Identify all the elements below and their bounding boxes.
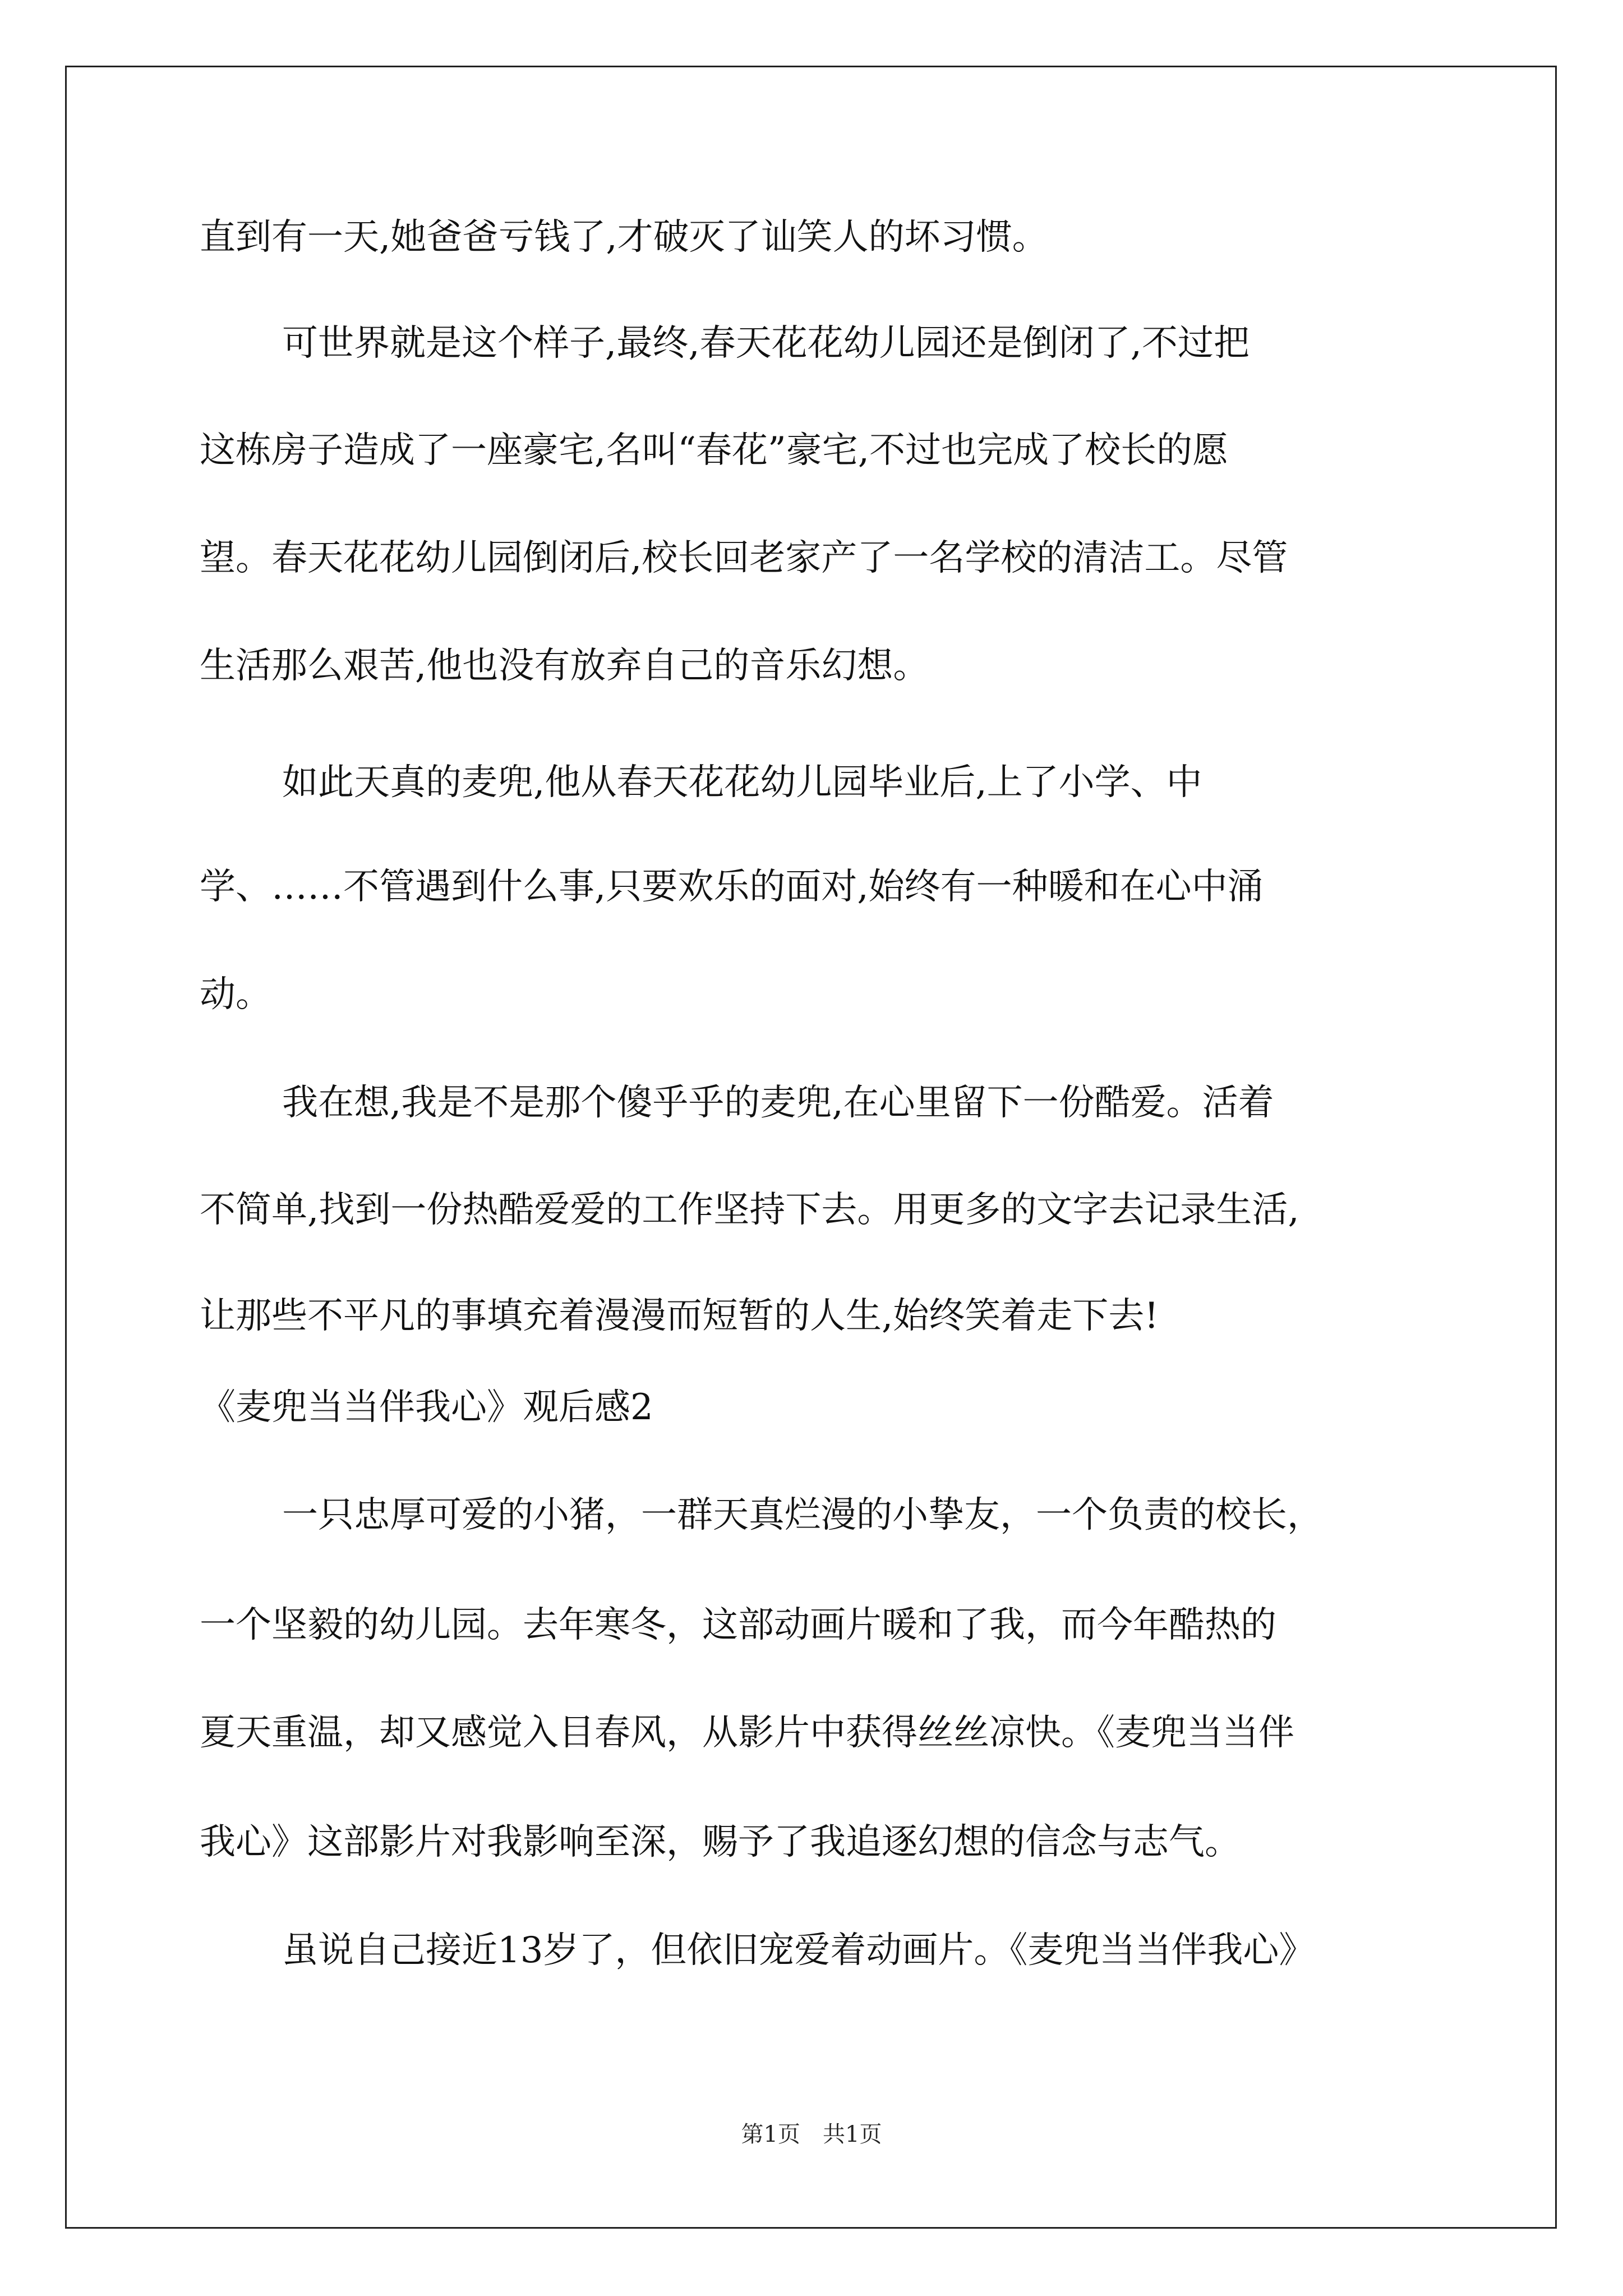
text-line: 不简单,找到一份热酷爱爱的工作坚持下去。用更多的文字去记录生活, <box>200 1189 1299 1231</box>
page-number-footer: 第1页 共1页 <box>741 2122 882 2147</box>
text-line: 一个坚毅的幼儿园。去年寒冬，这部动画片暖和了我，而今年酷热的 <box>200 1604 1276 1646</box>
paragraph-first-line: 一只忠厚可爱的小猪，一群天真烂漫的小挚友，一个负责的校长， <box>282 1494 1323 1536</box>
paragraph-first-line: 如此天真的麦兜,他从春天花花幼儿园毕业后,上了小学、中 <box>282 762 1202 803</box>
text-line: 动。 <box>200 974 271 1015</box>
text-line: 生活那么艰苦,他也没有放弃自己的音乐幻想。 <box>200 645 929 687</box>
paragraph-first-line: 可世界就是这个样子,最终,春天花花幼儿园还是倒闭了,不过把 <box>282 323 1250 364</box>
text-line: 学、……不管遇到什么事,只要欢乐的面对,始终有一种暖和在心中涌 <box>200 866 1264 908</box>
text-line: 我心》这部影片对我影响至深，赐予了我追逐幻想的信念与志气。 <box>200 1821 1241 1863</box>
paragraph-first-line: 虽说自己接近13岁了，但依旧宠爱着动画片。《麦兜当当伴我心》 <box>282 1930 1315 1971</box>
text-line: 望。春天花花幼儿园倒闭后,校长回老家产了一名学校的清洁工。尽管 <box>200 537 1288 579</box>
text-line: 直到有一天,她爸爸亏钱了,才破灭了讪笑人的坏习惯。 <box>200 217 1048 258</box>
text-line: 这栋房子造成了一座豪宅,名叫“春花”豪宅,不过也完成了校长的愿 <box>200 430 1229 471</box>
paragraph-first-line: 我在想,我是不是那个傻乎乎的麦兜,在心里留下一份酷爱。活着 <box>282 1082 1274 1124</box>
text-line: 让那些不平凡的事填充着漫漫而短暂的人生,始终笑着走下去! <box>200 1295 1159 1337</box>
section-heading: 《麦兜当当伴我心》观后感2 <box>200 1387 653 1428</box>
text-line: 夏天重温，却又感觉入目春风，从影片中获得丝丝凉快。《麦兜当当伴 <box>200 1712 1294 1754</box>
page-border <box>65 66 1557 2229</box>
